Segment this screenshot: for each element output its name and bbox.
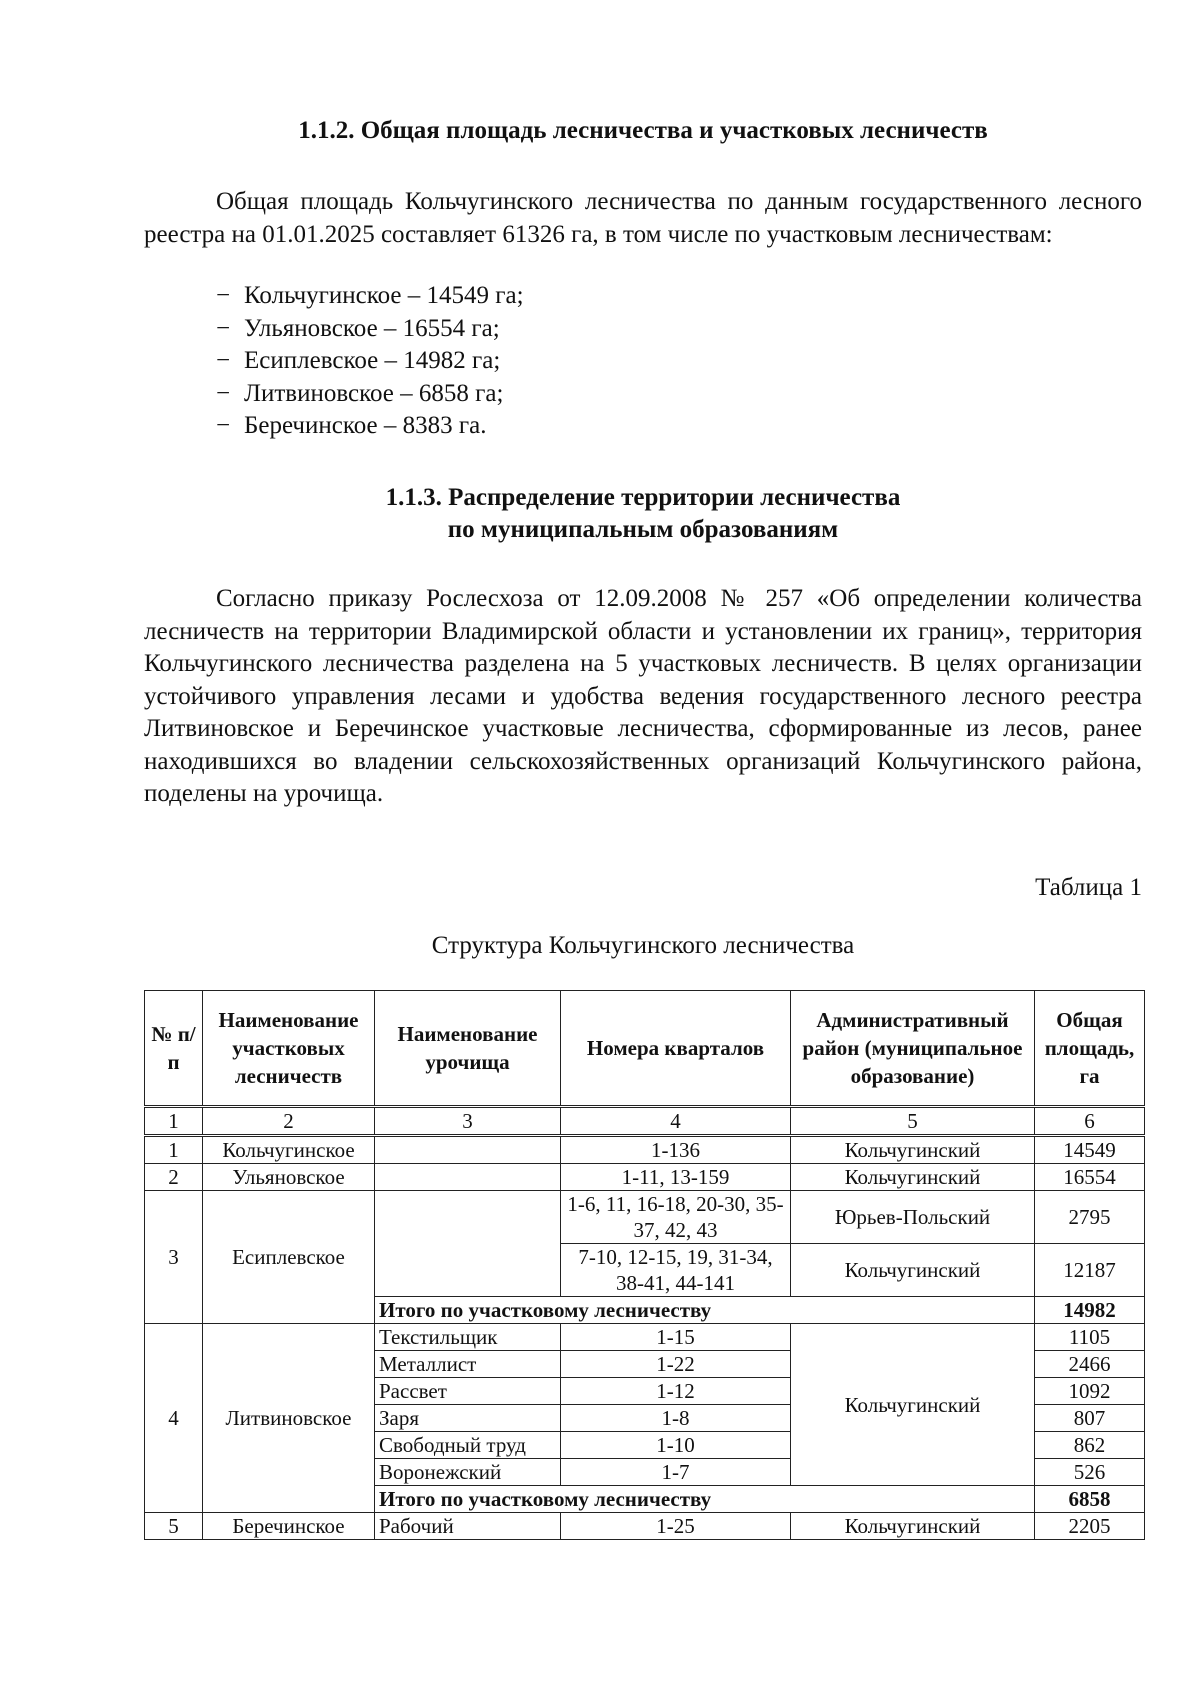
table-row (145, 1191, 1145, 1244)
list-item: − Беречинское – 8383 га. (216, 412, 487, 439)
area: 14549 (1035, 1136, 1145, 1164)
section-113-paragraph: Согласно приказу Рослесхоза от 12.09.2008 № 257 «Об определении количества лесничеств на территории Владимирской области и установлении их границ», территория Кольчугинского лесничества разделена на 5 участковых лесничеств. В целях организации устойчивого управления лесами и удобства ведения государственного лесного реестра Литвиновское и Беречинское участковые лесничества, сформированные из лесов, ранее находившихся во владении сельскохозяйственных организаций Кольчугинского района, поделены на урочища. (144, 585, 1142, 807)
tract-name (375, 1164, 561, 1191)
area: 2205 (1035, 1513, 1145, 1540)
row-number: 5 (145, 1513, 203, 1540)
row-number: 4 (145, 1324, 203, 1513)
tract-name: Свободный труд (375, 1432, 561, 1459)
quarter-numbers: 1-10 (561, 1432, 791, 1459)
table-row (145, 1513, 1145, 1540)
table-row (145, 1164, 1145, 1191)
quarter-numbers: 7-10, 12-15, 19, 31-34, 38-41, 44-141 (561, 1244, 791, 1297)
area: 2795 (1035, 1191, 1145, 1244)
column-number: 3 (375, 1107, 561, 1136)
row-number: 3 (145, 1191, 203, 1324)
forestry-name: Литвиновское (203, 1324, 375, 1513)
quarter-numbers: 1-11, 13-159 (561, 1164, 791, 1191)
list-item: − Литвиновское – 6858 га; (216, 379, 504, 407)
area: 807 (1035, 1405, 1145, 1432)
tract-name (375, 1136, 561, 1164)
column-number: 2 (203, 1107, 375, 1136)
list-item: − Есиплевское – 14982 га; (216, 347, 501, 374)
table-number: Таблица 1 (1035, 874, 1142, 901)
column-number-row (145, 1107, 1145, 1136)
area: 12187 (1035, 1244, 1145, 1297)
section-heading-113 (144, 482, 1142, 546)
forestry-name: Ульяновское (203, 1164, 375, 1191)
subtotal-label: Итого по участковому лесничеству (375, 1486, 1035, 1513)
quarter-numbers: 1-6, 11, 16-18, 20-30, 35-37, 42, 43 (561, 1191, 791, 1244)
list-item: − Ульяновское – 16554 га; (216, 314, 500, 342)
district: Кольчугинский (791, 1513, 1035, 1540)
district: Кольчугинский (791, 1244, 1035, 1297)
area: 2466 (1035, 1351, 1145, 1378)
header-cell: Наименование урочища (375, 991, 561, 1107)
district: Кольчугинский (791, 1136, 1035, 1164)
column-number: 4 (561, 1107, 791, 1136)
section-heading-113-line2: по муниципальным образованиям (447, 516, 839, 543)
row-number: 1 (145, 1136, 203, 1164)
header-cell: Наименование участковых лесничеств (203, 991, 375, 1107)
area: 862 (1035, 1432, 1145, 1459)
quarter-numbers: 1-15 (561, 1324, 791, 1351)
table-row (145, 1136, 1145, 1164)
column-number: 6 (1035, 1107, 1145, 1136)
area: 1092 (1035, 1378, 1145, 1405)
subtotal-value: 6858 (1035, 1486, 1145, 1513)
forestry-structure-table (144, 990, 1145, 1540)
quarter-numbers: 1-136 (561, 1136, 791, 1164)
header-cell: Административный район (муниципальное образование) (791, 991, 1035, 1107)
quarter-numbers: 1-22 (561, 1351, 791, 1378)
tract-name (375, 1191, 561, 1297)
tract-name: Рассвет (375, 1378, 561, 1405)
tract-name: Заря (375, 1405, 561, 1432)
forestry-name: Беречинское (203, 1513, 375, 1540)
forestry-name: Кольчугинское (203, 1136, 375, 1164)
tract-name: Текстильщик (375, 1324, 561, 1351)
header-cell: Номера кварталов (561, 991, 791, 1107)
section-heading-113-line1: 1.1.3. Распределение территории лесничества (385, 484, 901, 511)
forestry-name: Есиплевское (203, 1191, 375, 1324)
tract-name: Воронежский (375, 1459, 561, 1486)
subtotal-label: Итого по участковому лесничеству (375, 1297, 1035, 1324)
table-row (145, 1324, 1145, 1351)
header-cell: Общая площадь, га (1035, 991, 1145, 1107)
section-heading-112: 1.1.2. Общая площадь лесничества и участковых лесничеств (298, 117, 988, 144)
district: Кольчугинский (791, 1164, 1035, 1191)
table-header-row (145, 991, 1145, 1107)
column-number: 5 (791, 1107, 1035, 1136)
quarter-numbers: 1-12 (561, 1378, 791, 1405)
tract-name: Металлист (375, 1351, 561, 1378)
subtotal-value: 14982 (1035, 1297, 1145, 1324)
quarter-numbers: 1-8 (561, 1405, 791, 1432)
column-number: 1 (145, 1107, 203, 1136)
district: Юрьев-Польский (791, 1191, 1035, 1244)
table-caption: Структура Кольчугинского лесничества (431, 932, 855, 959)
area: 16554 (1035, 1164, 1145, 1191)
list-item: − Кольчугинское – 14549 га; (216, 282, 524, 309)
area: 1105 (1035, 1324, 1145, 1351)
forestry-area-list (216, 280, 524, 443)
district: Кольчугинский (791, 1324, 1035, 1486)
area: 526 (1035, 1459, 1145, 1486)
quarter-numbers: 1-7 (561, 1459, 791, 1486)
quarter-numbers: 1-25 (561, 1513, 791, 1540)
row-number: 2 (145, 1164, 203, 1191)
section-112-paragraph: Общая площадь Кольчугинского лесничества по данным государственного лесного реестра на 01.01.2025 составляет 61326 га, в том числе по участковым лесничествам: (144, 188, 1142, 248)
header-cell: № п/п (145, 991, 203, 1107)
tract-name: Рабочий (375, 1513, 561, 1540)
